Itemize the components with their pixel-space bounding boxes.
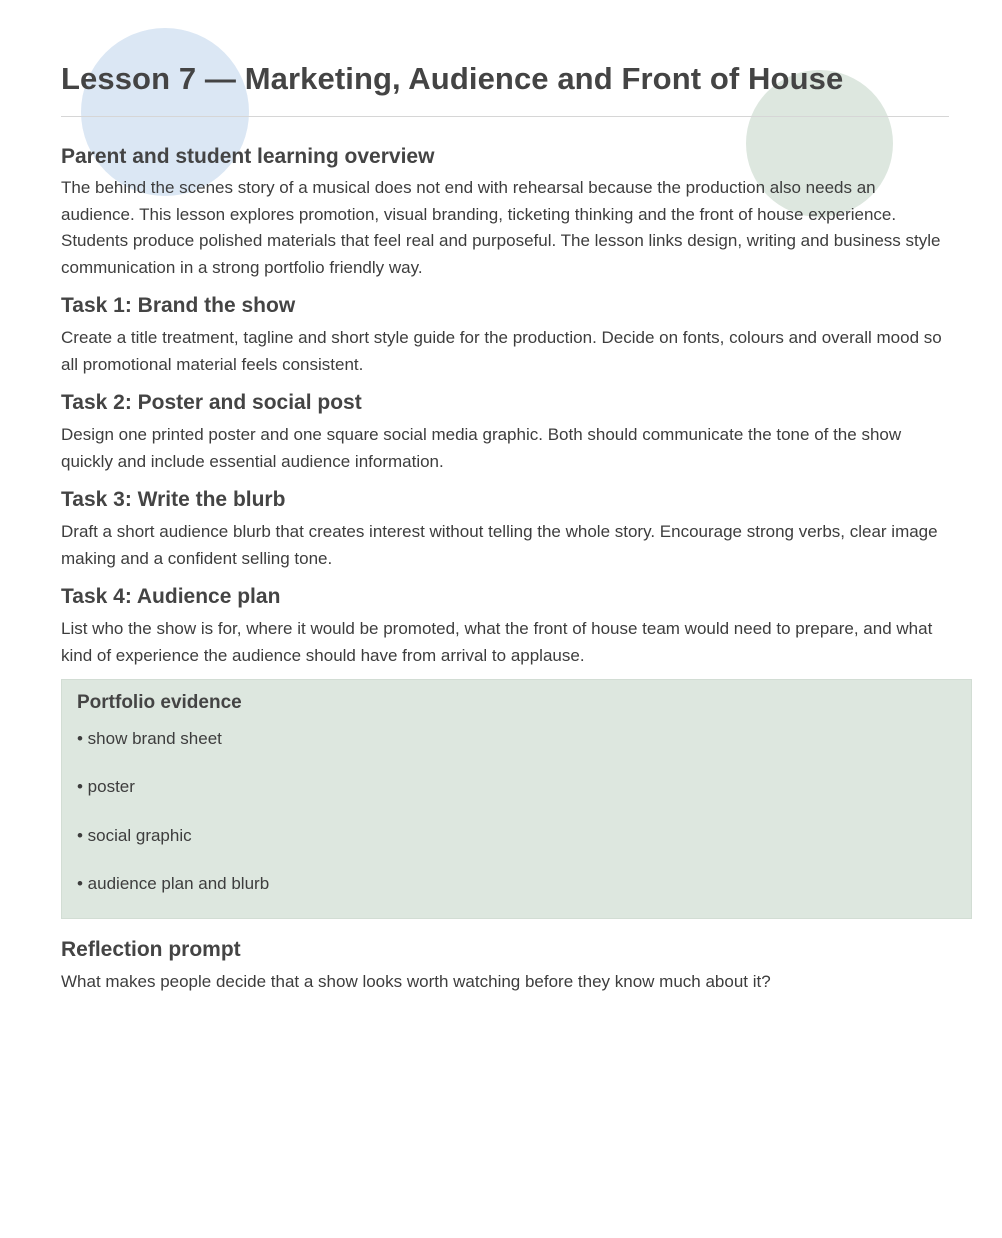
task-2-text: Design one printed poster and one square social media graphic. Both should communicate the tone of the show quickly and include essential audience information.	[61, 425, 902, 471]
portfolio-evidence-item: • poster	[77, 777, 135, 797]
task-4-text: List who the show is for, where it would be promoted, what the front of house team would need to prepare, and what kind of experience the audience should have from arrival to applause.	[61, 619, 933, 665]
portfolio-evidence-item: • show brand sheet	[77, 729, 222, 748]
task-2-heading: Task 2: Poster and social post	[61, 391, 362, 414]
reflection-text: What makes people decide that a show looks worth watching before they know much about it?	[61, 972, 771, 991]
overview-text: The behind the scenes story of a musical does not end with rehearsal because the production also needs an audience. This lesson explores promotion, visual branding, ticketing thinking and the front of house experience. Students produce polished materials that feel real and purposeful. The lesson links design, writing and business style communication in a strong portfolio friendly way.	[61, 178, 941, 277]
task-4-heading: Task 4: Audience plan	[61, 585, 281, 608]
task-3-heading: Task 3: Write the blurb	[61, 488, 286, 511]
task-1-text: Create a title treatment, tagline and short style guide for the production. Decide on fonts, colours and overall mood so all promotional material feels consistent.	[61, 328, 942, 374]
portfolio-evidence-item: • social graphic	[77, 825, 192, 845]
portfolio-evidence-list	[77, 725, 956, 918]
portfolio-evidence-item: • audience plan and blurb	[77, 873, 270, 893]
portfolio-evidence-box	[61, 679, 972, 919]
overview-heading: Parent and student learning overview	[61, 145, 435, 168]
task-4-section	[61, 584, 949, 669]
page-title: Lesson 7 — Marketing, Audience and Front of House	[61, 61, 844, 96]
reflection-section	[61, 937, 949, 996]
task-1-heading: Task 1: Brand the show	[61, 294, 296, 317]
task-2-section	[61, 390, 949, 475]
task-3-text: Draft a short audience blurb that creates interest without telling the whole story. Encourage strong verbs, clear image making and a confident selling tone.	[61, 522, 938, 568]
task-3-section	[61, 487, 949, 572]
title-divider	[61, 116, 949, 117]
reflection-heading: Reflection prompt	[61, 938, 241, 961]
portfolio-evidence-heading: Portfolio evidence	[77, 692, 242, 713]
overview-section	[61, 144, 949, 281]
task-1-section	[61, 293, 949, 378]
